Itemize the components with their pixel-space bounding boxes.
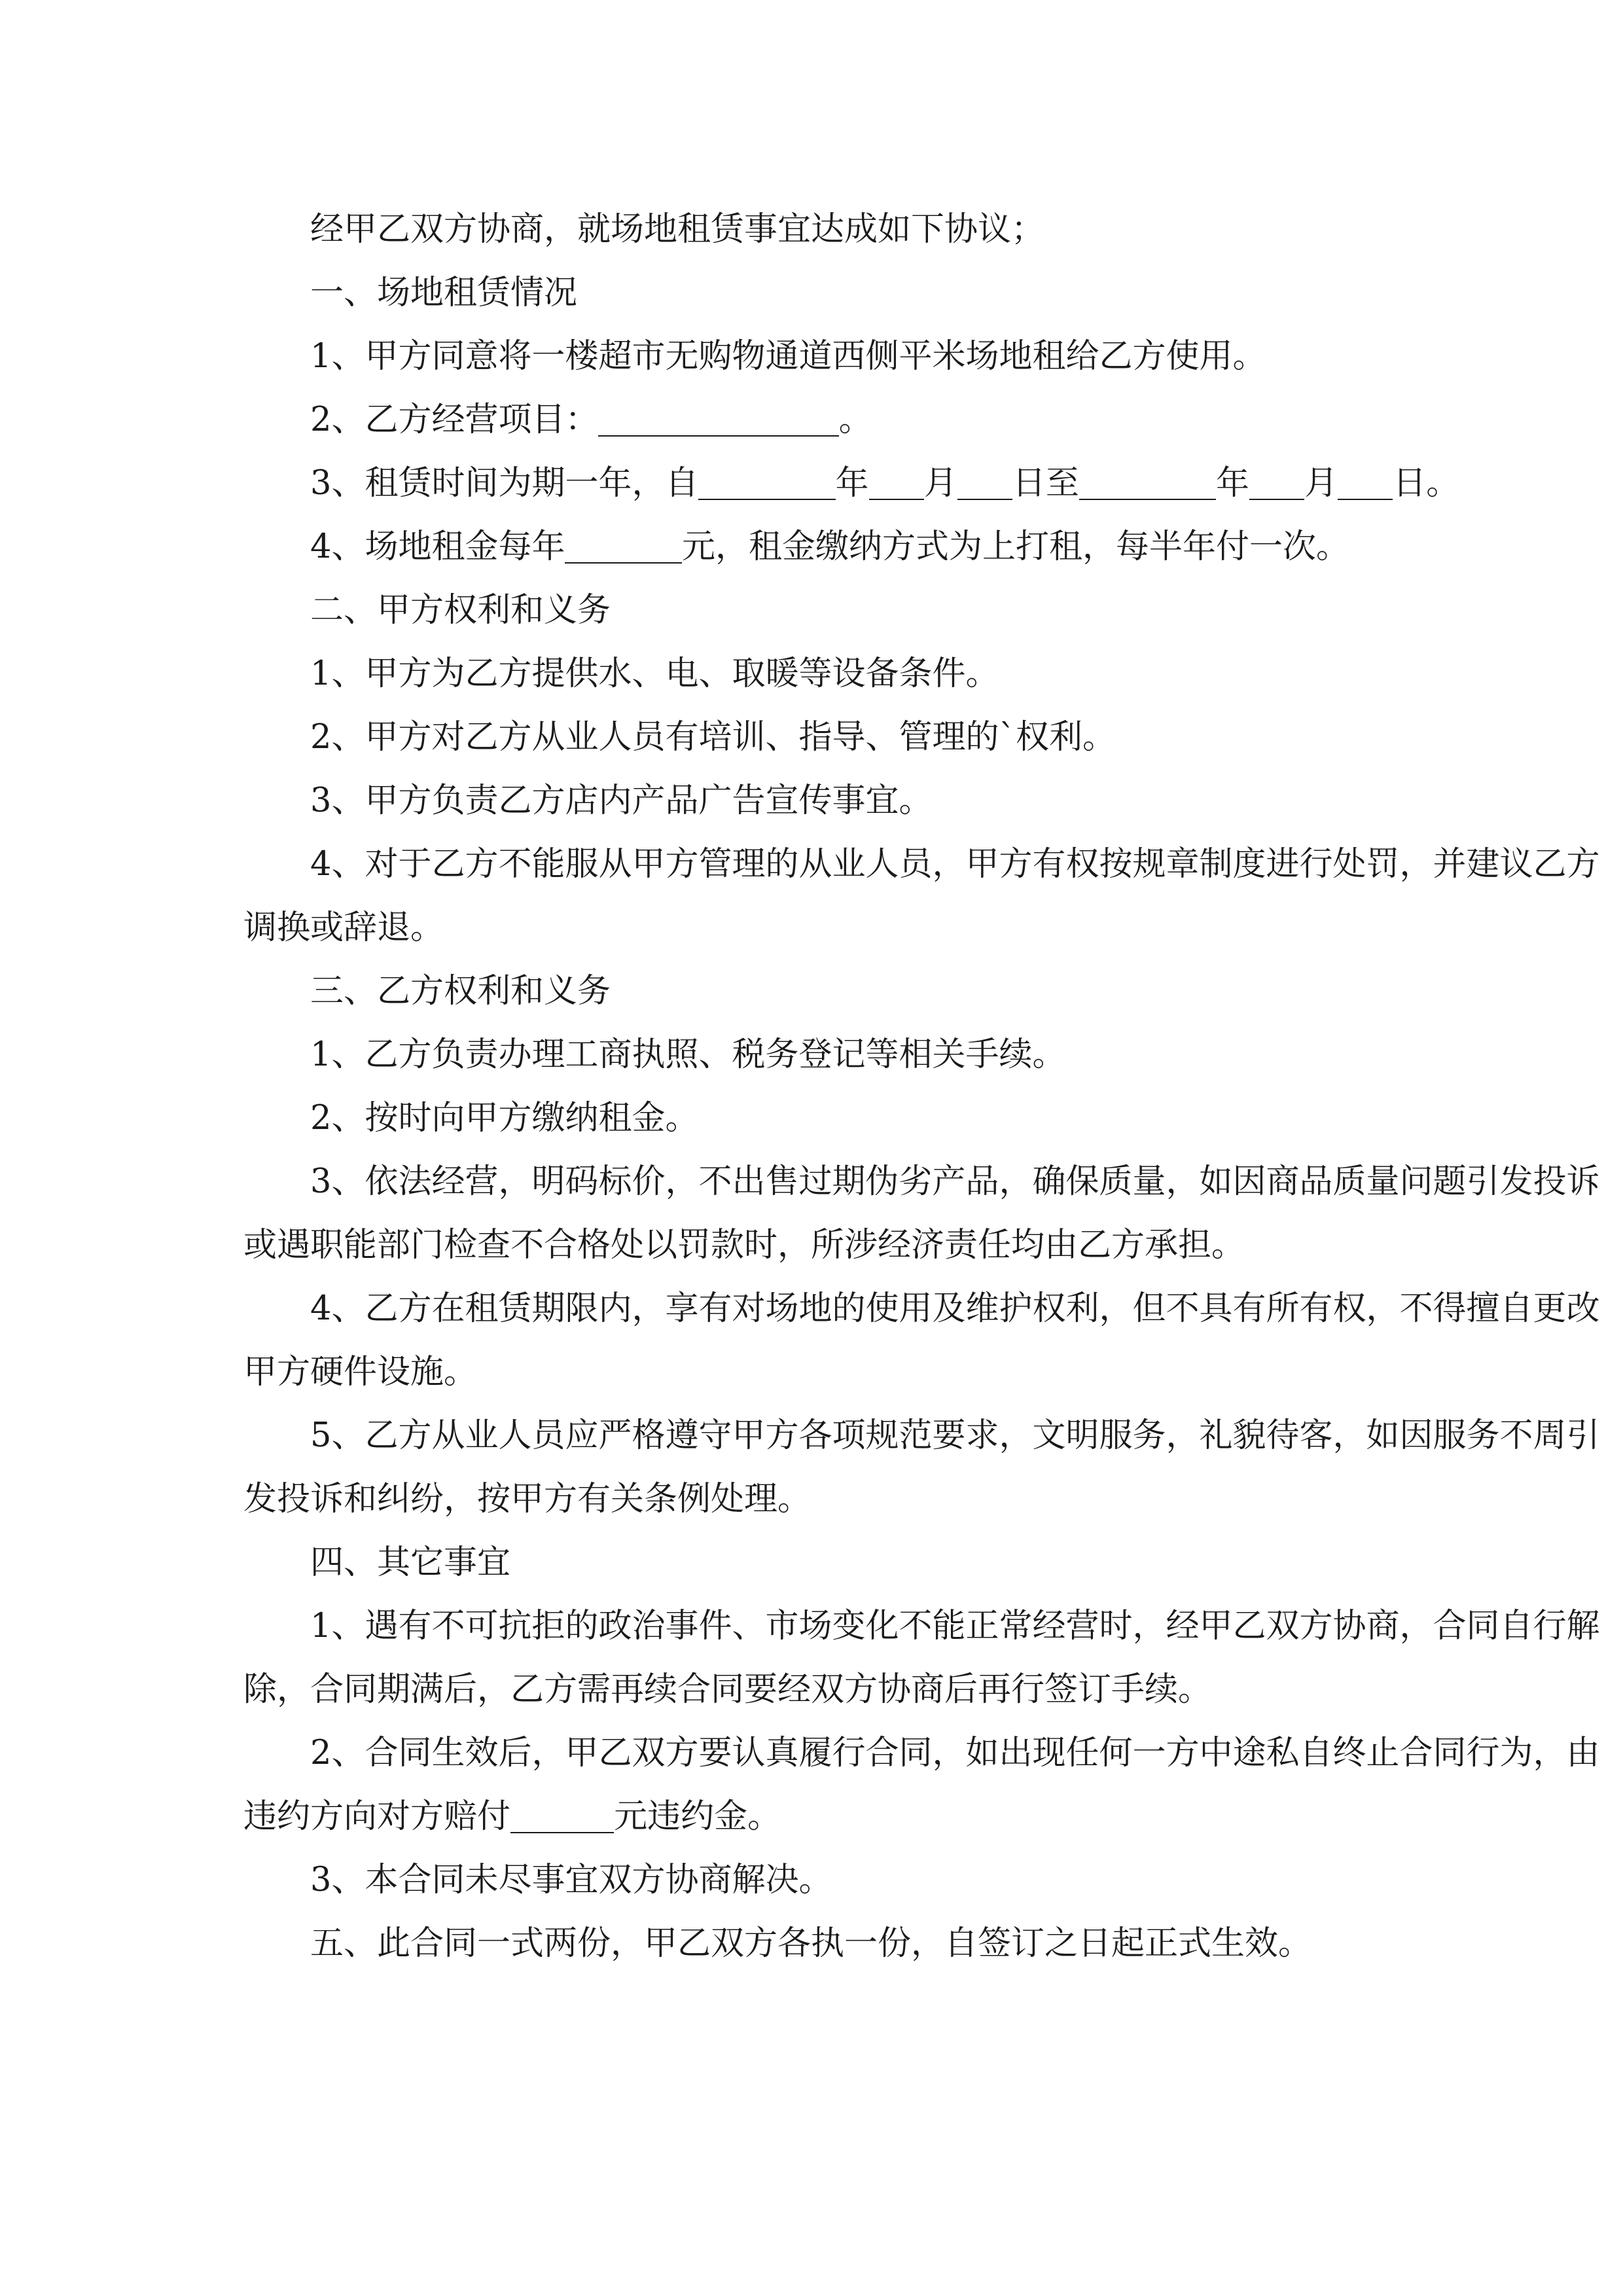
paragraph-text: 1、甲方为乙方提供水、电、取暖等设备条件。	[310, 655, 999, 693]
paragraph-text: 4、场地租金每年	[310, 528, 565, 566]
paragraph-list	[243, 198, 1623, 1975]
paragraph-text: 1、甲方同意将一楼超市无购物通道西侧平米场地租给乙方使用。	[310, 337, 1266, 376]
fill-in-blank	[1338, 464, 1393, 501]
fill-in-blank	[1249, 464, 1304, 501]
paragraph-text: 二、甲方权利和义务	[310, 591, 611, 630]
paragraph	[243, 261, 1623, 325]
paragraph	[243, 1150, 1623, 1277]
fill-in-blank	[598, 401, 838, 437]
paragraph	[243, 833, 1623, 960]
paragraph	[243, 198, 1623, 261]
paragraph	[243, 1086, 1623, 1150]
paragraph	[243, 579, 1623, 642]
paragraph	[243, 1912, 1623, 1975]
paragraph	[243, 1848, 1623, 1912]
paragraph	[243, 1531, 1623, 1594]
fill-in-blank	[1079, 464, 1216, 501]
paragraph-text: 3、依法经营，明码标价，不出售过期伪劣产品，确保质量，如因商品质量问题引发投诉或遇职能部门检查不合格处以罚款时，所涉经济责任均由乙方承担。	[243, 1162, 1600, 1265]
paragraph-text: 日至	[1012, 464, 1079, 503]
paragraph-text: 一、场地租赁情况	[310, 274, 578, 312]
fill-in-blank	[869, 464, 924, 501]
paragraph	[243, 515, 1623, 579]
paragraph-text: 2、乙方经营项目：	[310, 401, 599, 439]
fill-in-blank	[510, 1797, 614, 1834]
paragraph	[243, 960, 1623, 1023]
paragraph-text: 2、合同生效后，甲乙双方要认真履行合同，如出现任何一方中途私自终止合同行为，由违约方向对方赔付	[243, 1734, 1600, 1836]
paragraph-text: 1、乙方负责办理工商执照、税务登记等相关手续。	[310, 1035, 1066, 1074]
paragraph-text: 年	[835, 464, 869, 503]
paragraph	[243, 769, 1623, 833]
paragraph-text: 经甲乙双方协商，就场地租赁事宜达成如下协议；	[310, 210, 1045, 249]
fill-in-blank	[565, 528, 682, 564]
paragraph-text: 5、乙方从业人员应严格遵守甲方各项规范要求，文明服务，礼貌待客，如因服务不周引发投诉和纠纷，按甲方有关条例处理。	[243, 1416, 1600, 1518]
document-body	[243, 198, 1623, 2227]
fill-in-blank	[698, 464, 835, 501]
paragraph-text: 月	[1304, 464, 1338, 503]
paragraph-text: 3、租赁时间为期一年，自	[310, 464, 699, 503]
paragraph-text: 3、甲方负责乙方店内产品广告宣传事宜。	[310, 781, 933, 820]
paragraph	[243, 1594, 1623, 1721]
paragraph-text: 2、甲方对乙方从业人员有培训、指导、管理的`权利。	[310, 718, 1116, 757]
paragraph-text: 2、按时向甲方缴纳租金。	[310, 1099, 699, 1138]
paragraph-text: 四、其它事宜	[310, 1543, 511, 1582]
paragraph	[243, 388, 1623, 452]
paragraph-text: 3、本合同未尽事宜双方协商解决。	[310, 1861, 832, 1899]
paragraph	[243, 452, 1623, 515]
paragraph-text: 元违约金。	[614, 1797, 781, 1836]
paragraph-text: 4、对于乙方不能服从甲方管理的从业人员，甲方有权按规章制度进行处罚，并建议乙方调换或辞退。	[243, 845, 1600, 947]
paragraph-text: 三、乙方权利和义务	[310, 972, 611, 1011]
paragraph	[243, 1721, 1623, 1848]
paragraph	[243, 1277, 1623, 1404]
paragraph-text: 日。	[1393, 464, 1460, 503]
paragraph-text: 月	[923, 464, 957, 503]
paragraph-text: 1、遇有不可抗拒的政治事件、市场变化不能正常经营时，经甲乙双方协商，合同自行解除，合同期满后，乙方需再续合同要经双方协商后再行签订手续。	[243, 1607, 1600, 1709]
paragraph	[243, 1404, 1623, 1531]
paragraph-text: 五、此合同一式两份，甲乙双方各执一份，自签订之日起正式生效。	[310, 1924, 1312, 1963]
paragraph-text: 元，租金缴纳方式为上打租，每半年付一次。	[681, 528, 1349, 566]
paragraph	[243, 325, 1623, 388]
paragraph	[243, 1023, 1623, 1086]
paragraph-text: 年	[1215, 464, 1249, 503]
paragraph	[243, 642, 1623, 706]
paragraph-text: 。	[838, 401, 872, 439]
fill-in-blank	[957, 464, 1012, 501]
paragraph-text: 4、乙方在租赁期限内，享有对场地的使用及维护权利，但不具有所有权，不得擅自更改甲方硬件设施。	[243, 1289, 1600, 1391]
paragraph	[243, 706, 1623, 769]
